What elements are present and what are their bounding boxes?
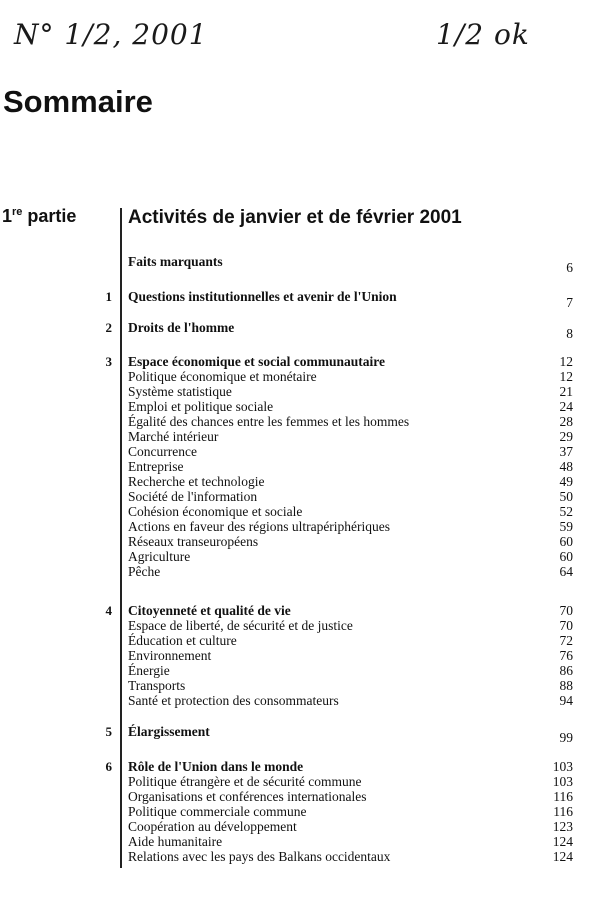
toc-entry: [0, 789, 593, 804]
toc-entry: [0, 399, 593, 414]
toc-entry: [0, 834, 593, 849]
toc-entry: [0, 564, 593, 579]
toc-entry-page: 70: [559, 618, 573, 633]
section-page-number: 12: [559, 354, 573, 369]
toc-entry: [0, 459, 593, 474]
toc-entry-label: Politique économique et monétaire: [128, 369, 317, 384]
toc-entry-label: Cohésion économique et sociale: [128, 504, 303, 519]
toc-entry-label: Énergie: [128, 663, 170, 678]
section-title: Faits marquants: [128, 254, 223, 269]
section-heading-row: [0, 724, 593, 745]
handwritten-check-note: 1/2 ok: [436, 18, 530, 51]
toc-entry: [0, 429, 593, 444]
part-ordinal-suffix: re: [12, 206, 23, 218]
toc-entry: [0, 774, 593, 789]
section-number: 3: [105, 354, 112, 369]
toc-entry: [0, 384, 593, 399]
toc-section: [0, 724, 593, 745]
section-heading-row: [0, 354, 593, 369]
toc-entry: [0, 369, 593, 384]
toc-entry: [0, 804, 593, 819]
toc-entry-page: 49: [559, 474, 573, 489]
part-label: [2, 206, 76, 227]
section-page-number: 99: [559, 730, 573, 745]
toc-entry: [0, 618, 593, 633]
toc-entry: [0, 534, 593, 549]
toc-entry-label: Agriculture: [128, 549, 191, 564]
toc-entry: [0, 444, 593, 459]
toc-section: [0, 289, 593, 310]
toc-entry: [0, 849, 593, 864]
toc-entry-page: 116: [553, 789, 573, 804]
section-number: 5: [105, 724, 112, 739]
toc-entry-label: Concurrence: [128, 444, 197, 459]
toc-entry-label: Recherche et technologie: [128, 474, 265, 489]
toc-section: [0, 603, 593, 708]
toc-entry-page: 72: [559, 633, 573, 648]
toc-entry-page: 103: [552, 774, 573, 789]
toc-entry-label: Égalité des chances entre les femmes et les hommes: [128, 414, 410, 429]
toc-entry-label: Organisations et conférences internationales: [128, 789, 367, 804]
section-title: Espace économique et social communautaire: [128, 354, 385, 369]
toc-entry-label: Entreprise: [128, 459, 184, 474]
toc-entry-label: Environnement: [128, 648, 212, 663]
toc-entry-page: 29: [559, 429, 573, 444]
toc-entry-label: Transports: [128, 678, 186, 693]
toc-entry-page: 64: [559, 564, 573, 579]
section-title: Citoyenneté et qualité de vie: [128, 603, 291, 618]
section-number: 1: [105, 289, 112, 304]
section-heading-row: [0, 289, 593, 310]
toc-entry: [0, 474, 593, 489]
toc-entry-page: 60: [559, 549, 573, 564]
toc-entry-page: 60: [559, 534, 573, 549]
toc-entry-page: 59: [559, 519, 573, 534]
toc-entry-label: Réseaux transeuropéens: [128, 534, 259, 549]
part-word: partie: [22, 206, 77, 226]
toc-entry-label: Système statistique: [128, 384, 232, 399]
toc-entry: [0, 414, 593, 429]
toc-entry-label: Politique étrangère et de sécurité commune: [128, 774, 362, 789]
toc-entry-label: Coopération au développement: [128, 819, 297, 834]
toc-entry-page: 28: [559, 414, 573, 429]
toc-section: [0, 320, 593, 341]
toc-entry-label: Santé et protection des consommateurs: [128, 693, 339, 708]
part-number: 1: [2, 206, 13, 226]
toc-entry-page: 52: [559, 504, 573, 519]
section-number: 4: [105, 603, 112, 618]
toc-entry-page: 88: [559, 678, 573, 693]
toc-section: [0, 354, 593, 579]
toc-entry: [0, 519, 593, 534]
toc-entry-label: Relations avec les pays des Balkans occidentaux: [128, 849, 391, 864]
toc-entry-page: 86: [559, 663, 573, 678]
toc-entry-page: 24: [559, 399, 573, 414]
toc-section: [0, 759, 593, 864]
toc-entry: [0, 633, 593, 648]
toc-entry-label: Politique commerciale commune: [128, 804, 307, 819]
toc-entry-label: Espace de liberté, de sécurité et de justice: [128, 618, 353, 633]
toc-entry-page: 94: [559, 693, 573, 708]
handwritten-issue-note: N° 1/2, 2001: [14, 18, 208, 51]
section-heading-row: [0, 254, 593, 275]
toc-entry-page: 116: [553, 804, 573, 819]
section-title: Élargissement: [128, 724, 210, 739]
toc-entry-label: Emploi et politique sociale: [128, 399, 274, 414]
section-title: Rôle de l'Union dans le monde: [128, 759, 304, 774]
toc-entry-page: 21: [559, 384, 573, 399]
section-number: 6: [105, 759, 112, 774]
section-page-number: 8: [566, 326, 573, 341]
toc-entry: [0, 693, 593, 708]
toc-entry-label: Aide humanitaire: [128, 834, 223, 849]
page-title: Sommaire: [3, 84, 153, 119]
toc-entry: [0, 489, 593, 504]
toc-entry: [0, 549, 593, 564]
toc-entry: [0, 648, 593, 663]
section-page-number: 70: [559, 603, 573, 618]
toc-entry-page: 76: [559, 648, 573, 663]
section-page-number: 6: [566, 260, 573, 275]
section-heading-row: [0, 320, 593, 341]
toc-entry-label: Société de l'information: [128, 489, 258, 504]
section-heading-row: [0, 759, 593, 774]
section-title: Questions institutionnelles et avenir de l'Union: [128, 289, 397, 304]
toc-section: [0, 254, 593, 275]
toc-entry-page: 123: [552, 819, 573, 834]
toc-entry: [0, 819, 593, 834]
toc-entry-label: Marché intérieur: [128, 429, 219, 444]
toc-entry: [0, 678, 593, 693]
section-page-number: 7: [566, 295, 573, 310]
toc-entry: [0, 504, 593, 519]
toc-entry-page: 124: [552, 834, 573, 849]
section-title: Droits de l'homme: [128, 320, 235, 335]
section-heading-row: [0, 603, 593, 618]
toc-entry-label: Actions en faveur des régions ultrapériphériques: [128, 519, 391, 534]
toc-entry-page: 50: [559, 489, 573, 504]
toc-entry-page: 12: [559, 369, 573, 384]
toc-entry: [0, 663, 593, 678]
section-number: 2: [105, 320, 112, 335]
toc-entry-page: 48: [559, 459, 573, 474]
part-heading: Activités de janvier et de février 2001: [128, 207, 462, 228]
toc-entry-label: Pêche: [128, 564, 161, 579]
toc-entry-label: Éducation et culture: [128, 633, 237, 648]
toc-entry-page: 37: [559, 444, 573, 459]
toc-entry-page: 124: [552, 849, 573, 864]
section-page-number: 103: [552, 759, 573, 774]
